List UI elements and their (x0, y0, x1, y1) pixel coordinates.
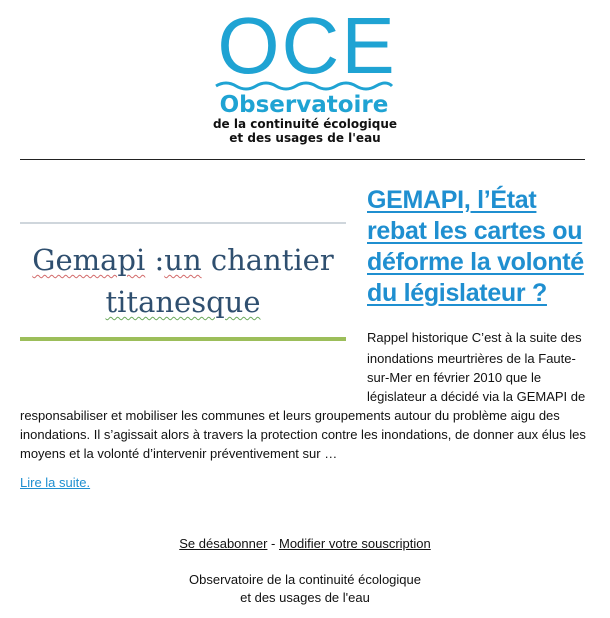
article-body-line: inondations meurtrières de la Faute- (367, 351, 576, 366)
image-text-word: : (145, 243, 165, 277)
article-body-line: législateur a décidé via la GEMAPI de (367, 389, 586, 404)
article-body-line: sur-Mer en février 2010 que le (367, 370, 542, 385)
article-image[interactable] (20, 222, 346, 344)
image-text-line1 (20, 242, 346, 278)
article-body-line: inondations. Il s’agissait alors à travers la protection contre les inondations, de donner aux élus les (20, 427, 586, 442)
logo-acronym: OCE (217, 1, 397, 90)
modify-subscription-link[interactable]: Modifier votre souscription (279, 536, 431, 551)
article-title-link[interactable]: GEMAPI, l’État rebat les cartes ou déforme la volonté du législateur ? (367, 186, 584, 307)
article-body-line: responsabiliser et mobiliser les communes et leurs groupements autour du problème aigu des (20, 408, 560, 423)
logo-subtitle-line2: et des usages de l'eau (229, 131, 381, 145)
footer-org-line2: et des usages de l'eau (240, 590, 370, 605)
image-top-rule (20, 222, 346, 224)
image-text-word: chantier (201, 243, 334, 277)
article-body-line: moyens et la volonté d’intervenir préventivement sur … (20, 446, 338, 461)
newsletter-logo (0, 0, 610, 150)
image-text-word: un (164, 243, 202, 277)
image-bottom-rule (20, 337, 346, 341)
logo-subtitle-line1: de la continuité écologique (212, 117, 398, 131)
header-divider (20, 159, 585, 160)
article-body-line: Rappel historique C’est à la suite des (367, 330, 582, 345)
footer-separator: - (267, 536, 279, 551)
image-text-line2 (20, 284, 346, 320)
image-text-word: Gemapi (32, 243, 146, 277)
logo-name: Observatoire (219, 92, 389, 118)
image-text-word: titanesque (105, 285, 261, 319)
unsubscribe-link[interactable]: Se désabonner (179, 536, 268, 551)
logo-wave-icon (214, 80, 394, 92)
footer-links (0, 535, 610, 553)
footer-org-line1: Observatoire de la continuité écologique (189, 572, 421, 587)
read-more-link[interactable]: Lire la suite. (20, 475, 91, 490)
